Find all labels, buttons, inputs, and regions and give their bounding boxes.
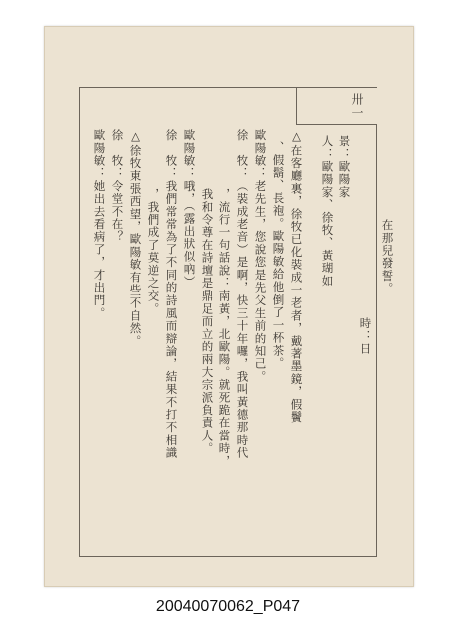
script-line: 徐 牧：（裝成老音）是啊，快三十年囉，我叫黃德那時代 bbox=[235, 129, 250, 460]
header-right-text: 在那兒發誓。 bbox=[380, 219, 395, 296]
time-label: 時：日 bbox=[358, 317, 373, 356]
script-line: ，我們成了莫逆之交。 bbox=[146, 188, 161, 315]
script-line: 我和令尊在詩壇是鼎足而立的兩大宗派負責人。 bbox=[200, 188, 215, 455]
script-line: 人：歐陽家、徐牧、黃瑚如 bbox=[320, 135, 335, 288]
script-line: 徐 牧：令堂不在？ bbox=[110, 129, 125, 244]
script-line: △徐牧東張西望，歐陽敏有些不自然。 bbox=[128, 129, 143, 348]
script-page bbox=[44, 26, 414, 587]
script-line: 、假鬍、長袍。歐陽敏給他倒了一杯茶。 bbox=[271, 141, 286, 370]
script-line: 景：歐陽家 bbox=[337, 135, 352, 199]
script-line: 徐 牧：我們常常為了不同的詩風而辯論，結果不打不相識 bbox=[164, 129, 179, 460]
header-box bbox=[296, 88, 377, 125]
image-caption: 20040070062_P047 bbox=[155, 598, 301, 615]
script-line: 歐陽敏：老先生，您說您是先父生前的知己。 bbox=[253, 129, 268, 383]
chapter-label: 卅一 bbox=[350, 93, 364, 120]
script-line: ，流行一句話說：南黃，北歐陽。就死跪在當時， bbox=[217, 188, 232, 468]
script-line: 歐陽敏：她出去看病了，才出門。 bbox=[92, 129, 107, 320]
script-line: △在客廳裏，徐牧已化裝成一老者，戴著墨鏡，假鬢 bbox=[289, 129, 304, 424]
script-line: 歐陽敏：哦，（露出狀似吶） bbox=[182, 129, 197, 289]
